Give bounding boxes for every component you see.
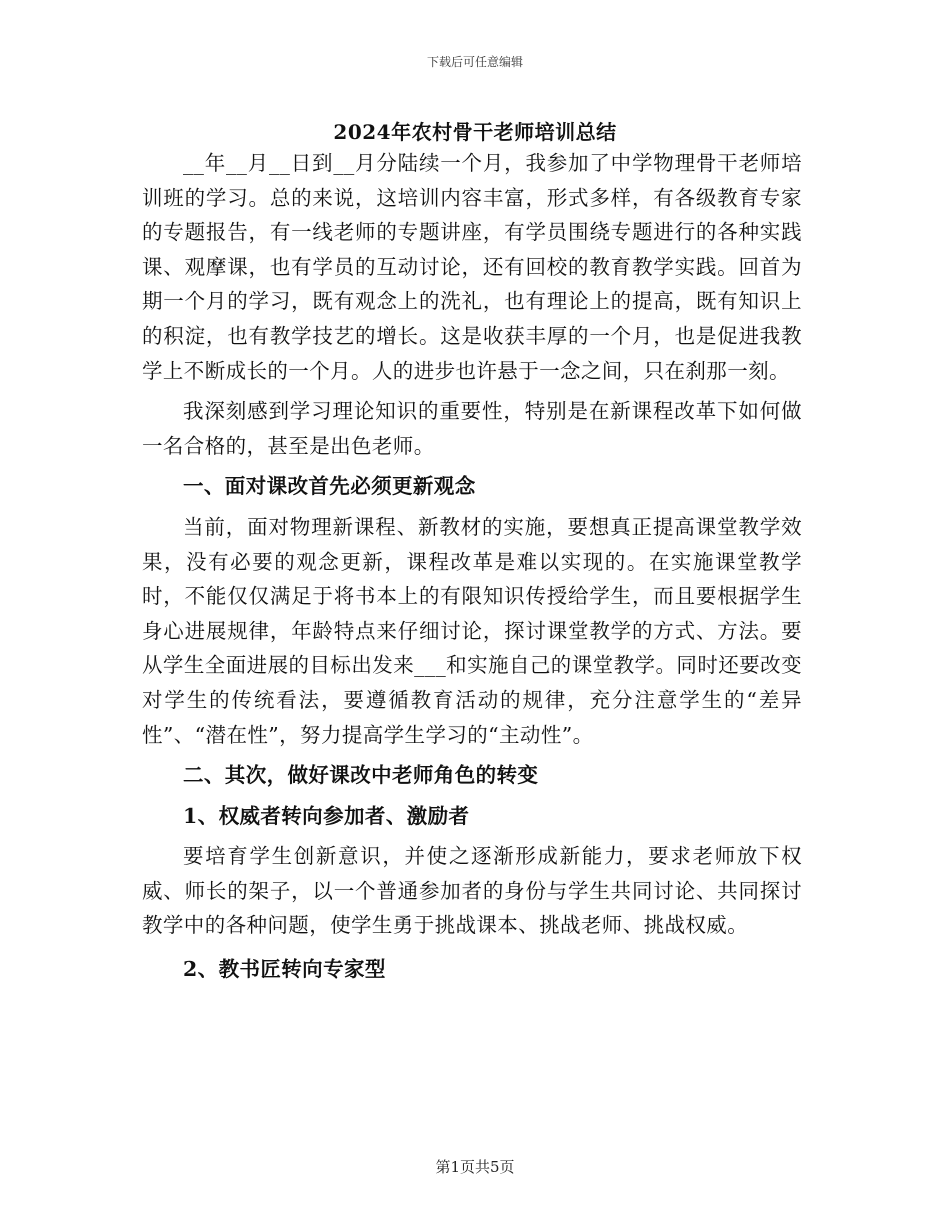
subsection-heading-2: 2、教书匠转向专家型 — [183, 957, 386, 982]
section-heading-2: 二、其次，做好课改中老师角色的转变 — [183, 763, 539, 788]
paragraph-concept-update: 当前，面对物理新课程、新教材的实施，要想真正提高课堂教学效果，没有必要的观念更新，课程改革是难以实现的。在实施课堂教学时，不能仅仅满足于将书本上的有限知识传授给学生，而且要根据学生身心进展规律，年龄特点来仔细讨论，探讨课堂教学的方式、方法。要从学生全面进展的目标出发来___和实施自己的课堂教学。同时还要改变对学生的传统看法，要遵循教育活动的规律，充分注意学生的“差异性”、“潜在性”，努力提高学生学习的“主动性”。 — [142, 514, 802, 747]
subsection-heading-1: 1、权威者转向参加者、激励者 — [183, 803, 470, 828]
document-title: 2024年农村骨干老师培训总结 — [333, 120, 617, 144]
page-footer-number: 第1页共5页 — [435, 1158, 515, 1176]
paragraph-reflection: 我深刻感到学习理论知识的重要性，特别是在新课程改革下如何做一名合格的，甚至是出色老师。 — [142, 399, 802, 458]
paragraph-intro: __年__月__日到__月分陆续一个月，我参加了中学物理骨干老师培训班的学习。总的来说，这培训内容丰富，形式多样，有各级教育专家的专题报告，有一线老师的专题讲座，有学员围绕专题进行的各种实践课、观摩课，也有学员的互动讨论，还有回校的教育教学实践。回首为期一个月的学习，既有观念上的洗礼，也有理论上的提高，既有知识上的积淀，也有教学技艺的增长。这是收获丰厚的一个月，也是促进我教学上不断成长的一个月。人的进步也许悬于一念之间，只在刹那一刻。 — [142, 151, 802, 383]
paragraph-role-change: 要培育学生创新意识，并使之逐渐形成新能力，要求老师放下权威、师长的架子，以一个普通参加者的身份与学生共同讨论、共同探讨教学中的各种问题，使学生勇于挑战课本、挑战老师、挑战权威。 — [142, 844, 802, 938]
page-header-note: 下载后可任意编辑 — [426, 55, 523, 69]
document-body — [142, 146, 802, 987]
section-heading-1: 一、面对课改首先必须更新观念 — [183, 474, 476, 499]
